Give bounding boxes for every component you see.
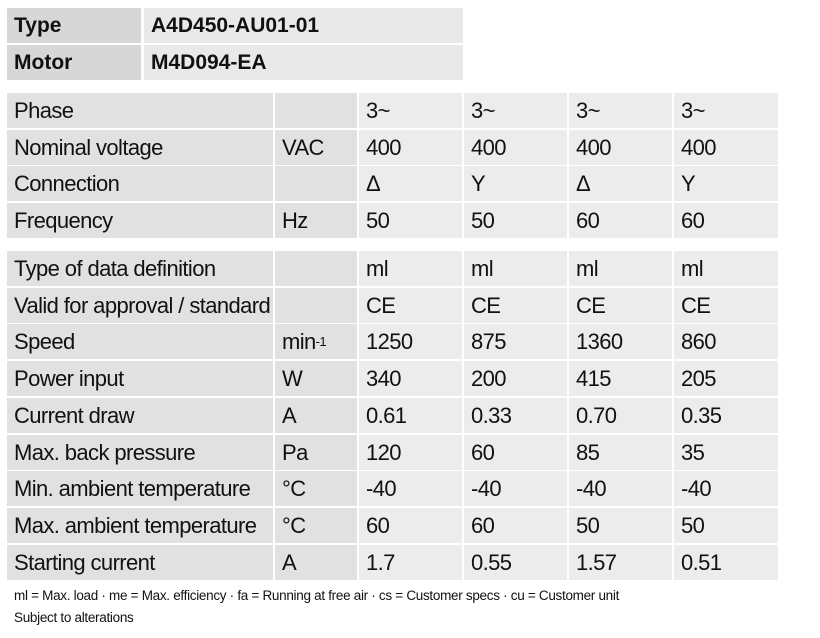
row-value-phase: 3~ <box>569 93 672 128</box>
row-unit-nominal-voltage: VAC <box>275 130 357 165</box>
row-value-current-draw: 0.70 <box>569 398 672 433</box>
row-value-starting-current: 0.51 <box>674 545 778 580</box>
row-value-max-ambient-temperature: 50 <box>674 508 778 543</box>
row-unit-power-input: W <box>275 361 357 396</box>
row-value-type-of-data-definition: ml <box>359 251 462 286</box>
row-value-phase: 3~ <box>359 93 462 128</box>
row-unit-min-ambient-temperature: °C <box>275 471 357 506</box>
row-value-starting-current: 1.7 <box>359 545 462 580</box>
row-unit-phase <box>275 93 357 128</box>
row-value-type-of-data-definition: ml <box>464 251 567 286</box>
row-value-starting-current: 0.55 <box>464 545 567 580</box>
row-value-max-back-pressure: 85 <box>569 435 672 470</box>
row-value-min-ambient-temperature: -40 <box>359 471 462 506</box>
row-value-current-draw: 0.33 <box>464 398 567 433</box>
row-value-speed: 875 <box>464 324 567 359</box>
row-value-max-ambient-temperature: 60 <box>359 508 462 543</box>
row-label-starting-current: Starting current <box>7 545 273 580</box>
row-value-nominal-voltage: 400 <box>674 130 778 165</box>
row-unit-type-of-data-definition <box>275 251 357 286</box>
row-value-phase: 3~ <box>674 93 778 128</box>
row-value-valid-for-approval-standard: CE <box>464 288 567 323</box>
row-value-max-back-pressure: 120 <box>359 435 462 470</box>
row-label-current-draw: Current draw <box>7 398 273 433</box>
row-value-power-input: 415 <box>569 361 672 396</box>
row-value-max-back-pressure: 60 <box>464 435 567 470</box>
row-value-nominal-voltage: 400 <box>359 130 462 165</box>
row-value-connection: Δ <box>359 166 462 201</box>
row-value-min-ambient-temperature: -40 <box>464 471 567 506</box>
row-label-power-input: Power input <box>7 361 273 396</box>
row-value-phase: 3~ <box>464 93 567 128</box>
row-value-speed: 1250 <box>359 324 462 359</box>
row-value-type-of-data-definition: ml <box>674 251 778 286</box>
row-value-connection: Y <box>464 166 567 201</box>
row-unit-valid-for-approval-standard <box>275 288 357 323</box>
footnote-legend: ml = Max. load · me = Max. efficiency · fa = Running at free air · cs = Customer specs · cu = Customer unit <box>14 588 620 603</box>
row-value-frequency: 60 <box>674 203 778 238</box>
unit-text: min <box>282 328 316 354</box>
motor-label: Motor <box>7 45 141 80</box>
row-label-min-ambient-temperature: Min. ambient temperature <box>7 471 273 506</box>
row-value-speed: 1360 <box>569 324 672 359</box>
row-value-nominal-voltage: 400 <box>569 130 672 165</box>
row-unit-current-draw: A <box>275 398 357 433</box>
row-value-connection: Y <box>674 166 778 201</box>
row-unit-max-back-pressure: Pa <box>275 435 357 470</box>
row-value-min-ambient-temperature: -40 <box>674 471 778 506</box>
row-value-current-draw: 0.61 <box>359 398 462 433</box>
row-value-speed: 860 <box>674 324 778 359</box>
row-value-frequency: 50 <box>359 203 462 238</box>
row-value-valid-for-approval-standard: CE <box>359 288 462 323</box>
row-value-max-back-pressure: 35 <box>674 435 778 470</box>
row-label-frequency: Frequency <box>7 203 273 238</box>
row-label-valid-for-approval-standard: Valid for approval / standard <box>7 288 273 323</box>
row-label-max-ambient-temperature: Max. ambient temperature <box>7 508 273 543</box>
row-value-power-input: 205 <box>674 361 778 396</box>
row-value-starting-current: 1.57 <box>569 545 672 580</box>
footnote-alterations: Subject to alterations <box>14 610 134 625</box>
row-value-min-ambient-temperature: -40 <box>569 471 672 506</box>
type-value: A4D450-AU01-01 <box>144 8 463 43</box>
type-label: Type <box>7 8 141 43</box>
row-label-phase: Phase <box>7 93 273 128</box>
row-label-type-of-data-definition: Type of data definition <box>7 251 273 286</box>
row-value-max-ambient-temperature: 50 <box>569 508 672 543</box>
row-value-valid-for-approval-standard: CE <box>674 288 778 323</box>
row-value-nominal-voltage: 400 <box>464 130 567 165</box>
row-value-frequency: 50 <box>464 203 567 238</box>
row-label-connection: Connection <box>7 166 273 201</box>
row-unit-frequency: Hz <box>275 203 357 238</box>
row-value-valid-for-approval-standard: CE <box>569 288 672 323</box>
row-value-frequency: 60 <box>569 203 672 238</box>
row-value-power-input: 200 <box>464 361 567 396</box>
row-value-power-input: 340 <box>359 361 462 396</box>
row-value-current-draw: 0.35 <box>674 398 778 433</box>
row-label-nominal-voltage: Nominal voltage <box>7 130 273 165</box>
row-unit-speed: min -1 <box>275 324 357 359</box>
row-value-type-of-data-definition: ml <box>569 251 672 286</box>
row-value-max-ambient-temperature: 60 <box>464 508 567 543</box>
motor-value: M4D094-EA <box>144 45 463 80</box>
row-label-speed: Speed <box>7 324 273 359</box>
row-unit-starting-current: A <box>275 545 357 580</box>
row-unit-connection <box>275 166 357 201</box>
row-value-connection: Δ <box>569 166 672 201</box>
row-label-max-back-pressure: Max. back pressure <box>7 435 273 470</box>
row-unit-max-ambient-temperature: °C <box>275 508 357 543</box>
